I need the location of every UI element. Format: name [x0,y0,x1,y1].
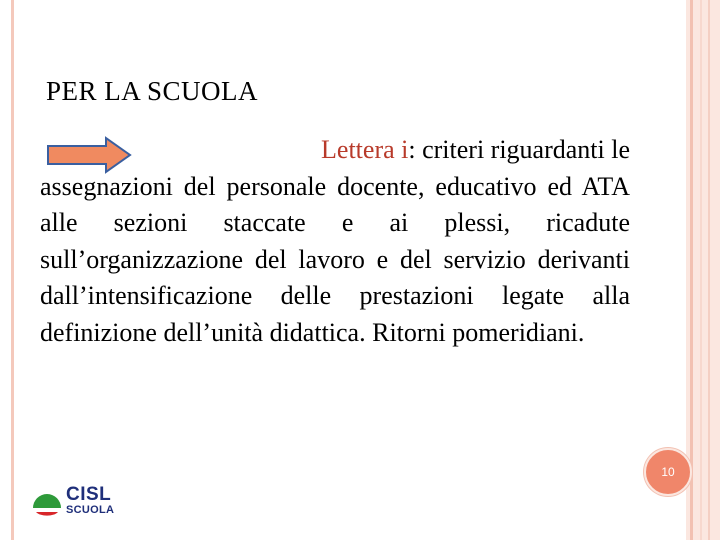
first-line: Lettera i: criteri riguardanti le [321,135,630,164]
logo-name: CISL [66,484,112,505]
slide-border-right-line [690,0,693,540]
slide-border-left [11,0,14,540]
letter-label: Lettera i [321,135,409,164]
cisl-logo-icon [30,486,64,520]
body-continuation: assegnazioni del personale docente, educativo ed ATA alle sezioni staccate e ai plessi, ricadute sull’organizzazione del lavoro e del servizio derivanti dall’intensificazione delle prestazioni legate alla definizione dell’unità didattica. Ritorni pomeridiani. [40,171,630,347]
slide-border-right-line [700,0,702,540]
cisl-logo [30,484,130,524]
slide-body-text [40,132,630,351]
slide-border-right-line [708,0,710,540]
page-number-badge: 10 [644,448,692,496]
logo-subtitle: SCUOLA [66,504,115,516]
slide-title: PER LA SCUOLA [46,76,259,106]
